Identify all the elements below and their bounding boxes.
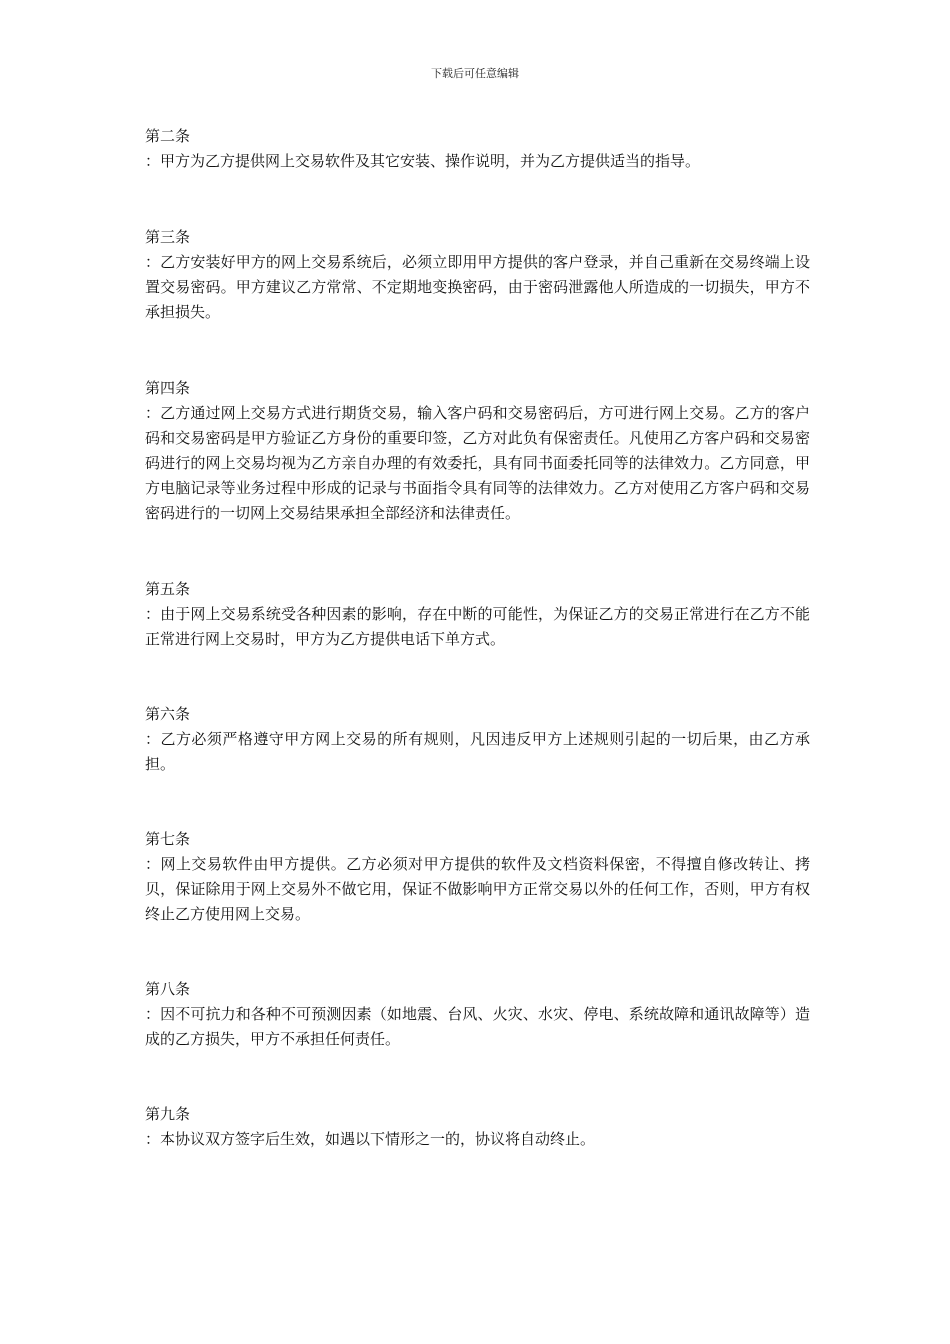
article-title: 第五条	[145, 580, 191, 598]
article-9	[145, 1102, 810, 1152]
spacer	[145, 325, 810, 376]
article-body: ：乙方必须严格遵守甲方网上交易的所有规则，凡因违反甲方上述规则引起的一切后果，由乙方承担。	[145, 730, 810, 773]
article-6	[145, 702, 810, 777]
article-body: ：由于网上交易系统受各种因素的影响，存在中断的可能性，为保证乙方的交易正常进行在乙方不能正常进行网上交易时，甲方为乙方提供电话下单方式。	[145, 605, 810, 648]
article-7	[145, 827, 810, 927]
article-title: 第九条	[145, 1105, 191, 1123]
article-4	[145, 376, 810, 526]
article-3	[145, 225, 810, 325]
spacer	[145, 652, 810, 702]
spacer	[145, 526, 810, 577]
article-body: ：乙方安装好甲方的网上交易系统后，必须立即用甲方提供的客户登录，并自己重新在交易终端上设置交易密码。甲方建议乙方常常、不定期地变换密码，由于密码泄露他人所造成的一切损失，甲方不承担损失。	[145, 253, 810, 321]
article-2	[145, 124, 810, 174]
article-title: 第二条	[145, 127, 191, 145]
spacer	[145, 777, 810, 827]
article-title: 第三条	[145, 228, 191, 246]
article-body: ：甲方为乙方提供网上交易软件及其它安装、操作说明，并为乙方提供适当的指导。	[145, 152, 701, 170]
article-body: ：本协议双方签字后生效，如遇以下情形之一的，协议将自动终止。	[145, 1130, 596, 1148]
spacer	[145, 174, 810, 225]
article-title: 第七条	[145, 830, 191, 848]
article-8	[145, 977, 810, 1052]
article-body: ：乙方通过网上交易方式进行期货交易，输入客户码和交易密码后，方可进行网上交易。乙方的客户码和交易密码是甲方验证乙方身份的重要印签，乙方对此负有保密责任。凡使用乙方客户码和交易密码进行的网上交易均视为乙方亲自办理的有效委托，具有同书面委托同等的法律效力。乙方同意，甲方电脑记录等业务过程中形成的记录与书面指令具有同等的法律效力。乙方对使用乙方客户码和交易密码进行的一切网上交易结果承担全部经济和法律责任。	[145, 404, 810, 522]
article-title: 第六条	[145, 705, 191, 723]
article-5	[145, 577, 810, 652]
spacer	[145, 1052, 810, 1102]
document-body	[145, 124, 810, 1152]
article-body: ：因不可抗力和各种不可预测因素（如地震、台风、火灾、水灾、停电、系统故障和通讯故障等）造成的乙方损失，甲方不承担任何责任。	[145, 1005, 810, 1048]
article-body: ：网上交易软件由甲方提供。乙方必须对甲方提供的软件及文档资料保密，不得擅自修改转让、拷贝，保证除用于网上交易外不做它用，保证不做影响甲方正常交易以外的任何工作，否则，甲方有权终止乙方使用网上交易。	[145, 855, 810, 923]
spacer	[145, 927, 810, 977]
header-note: 下载后可任意编辑	[431, 67, 519, 80]
article-title: 第四条	[145, 379, 191, 397]
article-title: 第八条	[145, 980, 191, 998]
